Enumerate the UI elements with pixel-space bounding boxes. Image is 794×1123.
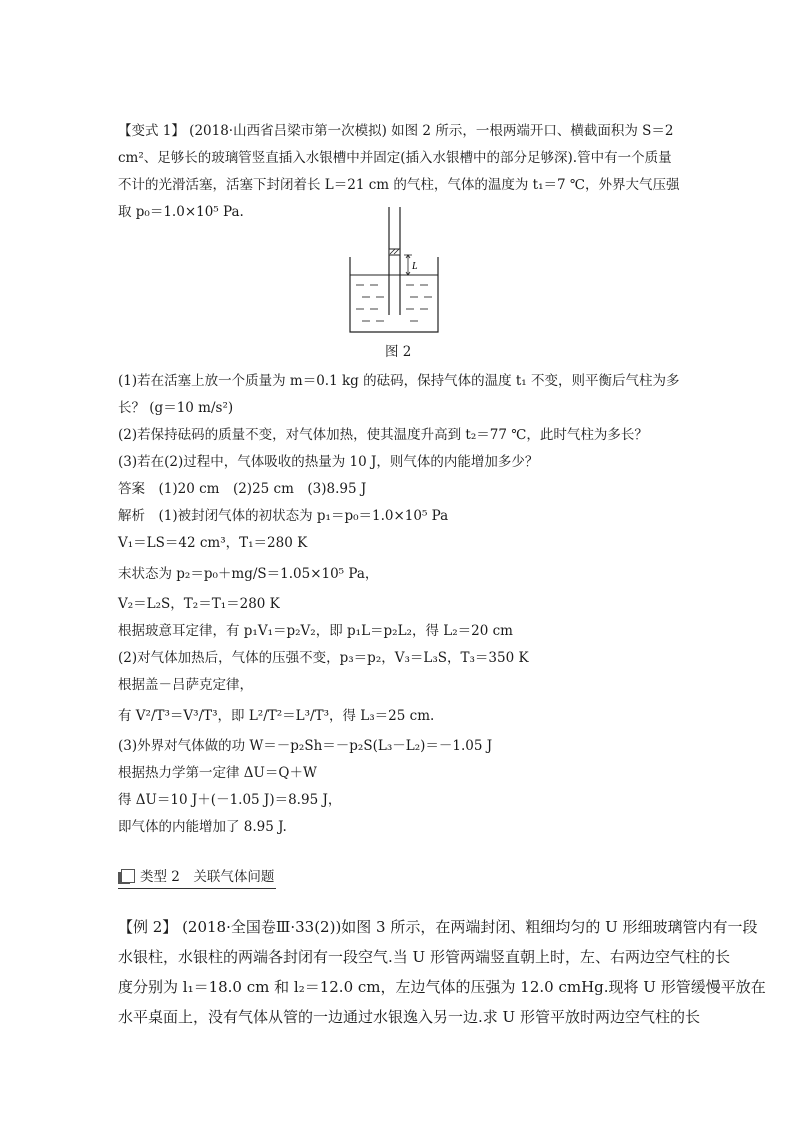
example-problem (118, 912, 766, 1032)
solution-line: 即气体的内能增加了 8.95 J. (118, 819, 287, 835)
question-line: (3)若在(2)过程中，气体吸收的热量为 10 J，则气体的内能增加多少？ (118, 454, 539, 470)
question-line: 长？ (g＝10 m/s²) (118, 400, 234, 416)
figure-label-L: L (412, 261, 418, 272)
answer-line: 答案 (1)20 cm (2)25 cm (3)8.95 J (118, 481, 367, 497)
solution-line: (2)对气体加热后，气体的压强不变，p₃＝p₂，V₃＝L₃S，T₃＝350 K (118, 650, 529, 666)
variant-line: 【变式 1】 (2018·山西省吕梁市第一次模拟) 如图 2 所示，一根两端开口、横截面积为 S＝2 (118, 123, 674, 139)
section-box-icon (118, 872, 130, 884)
question-line: (2)若保持砝码的质量不变，对气体加热，使其温度升高到 t₂＝77 ℃，此时气柱为多长？ (118, 427, 648, 443)
example-line: 水平桌面上，没有气体从管的一边通过水银逸入另一边.求 U 形管平放时两边空气柱的长 (118, 1008, 700, 1026)
solution-line: 末状态为 p₂＝p₀＋mg/S＝1.05×10⁵ Pa， (118, 566, 379, 582)
figure-caption: 图 2 (385, 344, 412, 360)
example-line: 【例 2】 (2018·全国卷Ⅲ·33(2))如图 3 所示，在两端封闭、粗细均匀的 U 形细玻璃管内有一段 (118, 918, 758, 936)
solution-line: 根据盖－吕萨克定律， (118, 677, 253, 693)
questions (118, 368, 678, 841)
variant-line: 取 p₀＝1.0×10⁵ Pa. (118, 204, 244, 220)
variant-line: cm²、足够长的玻璃管竖直插入水银槽中并固定(插入水银槽中的部分足够深).管中有一个质量 (118, 150, 672, 166)
variant-line: 不计的光滑活塞，活塞下封闭着长 L＝21 cm 的气柱，气体的温度为 t₁＝7 ℃，外界大气压强 (118, 177, 680, 193)
solution-line: 根据热力学第一定律 ΔU＝Q＋W (118, 765, 317, 781)
solution-line: 根据玻意耳定律，有 p₁V₁＝p₂V₂，即 p₁L＝p₂L₂，得 L₂＝20 cm (118, 623, 513, 639)
solution-line: 得 ΔU＝10 J＋(－1.05 J)＝8.95 J， (118, 792, 342, 808)
figure-tube-diagram (340, 205, 450, 335)
section-title: 类型 2 关联气体问题 (140, 869, 275, 885)
example-line: 度分别为 l₁＝18.0 cm 和 l₂＝12.0 cm，左边气体的压强为 12.0 cmHg.现将 U 形管缓慢平放在 (118, 978, 766, 996)
solution-line: (3)外界对气体做的功 W＝－p₂Sh＝－p₂S(L₃－L₂)＝－1.05 J (118, 738, 493, 754)
question-line: (1)若在活塞上放一个质量为 m＝0.1 kg 的砝码，保持气体的温度 t₁ 不变，则平衡后气柱为多 (118, 373, 680, 389)
solution-line: V₁＝LS＝42 cm³，T₁＝280 K (118, 535, 308, 551)
solution-line: 有 V²/T³＝V³/T³，即 L²/T²＝L³/T³，得 L₃＝25 cm. (118, 708, 435, 724)
solution-line: V₂＝L₂S，T₂＝T₁＝280 K (118, 596, 280, 612)
solution-line: 解析 (1)被封闭气体的初状态为 p₁＝p₀＝1.0×10⁵ Pa (118, 508, 449, 524)
section-header (118, 866, 276, 889)
example-line: 水银柱，水银柱的两端各封闭有一段空气.当 U 形管两端竖直朝上时，左、右两边空气柱的长 (118, 948, 730, 966)
